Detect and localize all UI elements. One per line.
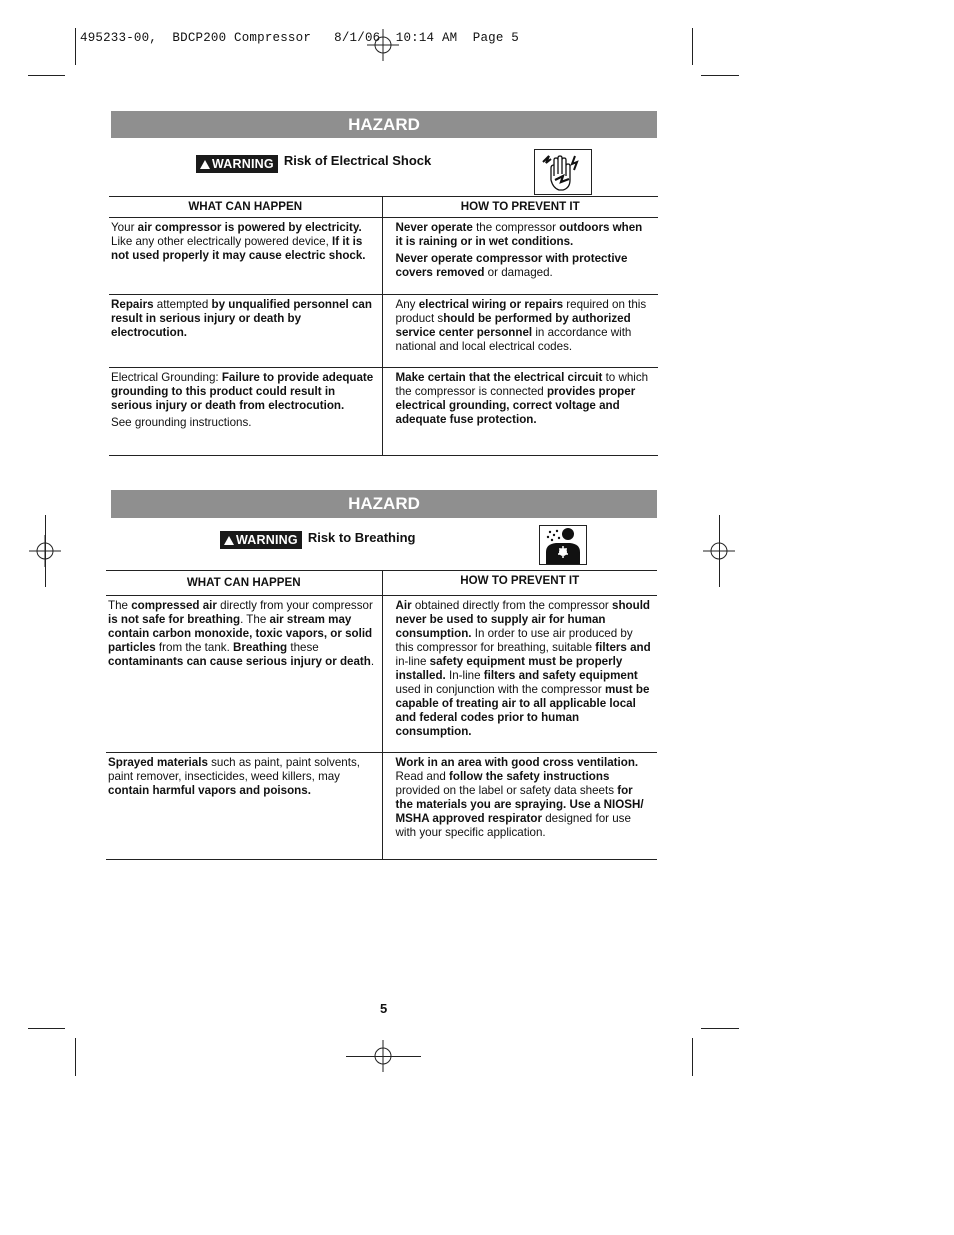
table-row bbox=[109, 295, 658, 368]
what-can-happen-cell bbox=[109, 295, 382, 368]
bold-text: If it is not used properly it may cause electric shock. bbox=[111, 235, 366, 262]
risk-title: Risk to Breathing bbox=[307, 529, 416, 545]
cell-paragraph bbox=[111, 298, 376, 340]
text: in-line bbox=[395, 655, 430, 668]
warning-triangle-icon bbox=[200, 160, 210, 169]
bold-text: should never be used to supply air for human consumption. bbox=[395, 599, 651, 640]
bold-text: Repairs bbox=[111, 298, 154, 311]
bold-text: provides proper electrical grounding, correct voltage and adequate fuse protection. bbox=[395, 385, 636, 426]
bold-text: Air bbox=[395, 599, 412, 612]
cell-paragraph bbox=[111, 416, 376, 430]
cell-paragraph bbox=[396, 298, 653, 354]
table-row bbox=[106, 753, 657, 860]
crop-mark bbox=[692, 1038, 693, 1076]
text: Like any other electrically powered device, bbox=[111, 235, 333, 248]
table-row bbox=[109, 368, 658, 456]
how-to-prevent-cell bbox=[382, 295, 658, 368]
hazard-header: HAZARD bbox=[111, 111, 657, 138]
crop-mark bbox=[45, 515, 46, 587]
warning-badge bbox=[220, 531, 302, 549]
text: designed for use with your specific application. bbox=[395, 812, 631, 839]
column-header-what-can-happen: WHAT CAN HAPPEN bbox=[109, 197, 382, 218]
crop-mark bbox=[692, 28, 693, 65]
warning-line bbox=[220, 531, 415, 549]
text: Any bbox=[395, 298, 419, 311]
text: required on this product s bbox=[395, 298, 647, 325]
bold-text: electrical wiring or repairs bbox=[418, 298, 564, 311]
bold-text: Make certain that the electrical circuit bbox=[395, 371, 603, 384]
bold-text: Failure to provide adequate grounding to this product could result in serious injury or death from electrocution. bbox=[111, 371, 374, 412]
text: . The bbox=[240, 613, 270, 626]
text: The bbox=[108, 599, 132, 612]
bold-text: Never operate bbox=[395, 221, 473, 234]
how-to-prevent-cell bbox=[382, 753, 657, 860]
text: provided on the label or safety data sheets bbox=[395, 784, 618, 797]
how-to-prevent-cell bbox=[382, 596, 657, 753]
risk-title: Risk of Electrical Shock bbox=[283, 152, 432, 168]
table-row bbox=[106, 596, 657, 753]
bold-text: by unqualified personnel can result in serious injury or death by electrocution. bbox=[111, 298, 372, 339]
crop-mark bbox=[28, 75, 65, 76]
cell-paragraph bbox=[108, 599, 376, 669]
crop-mark bbox=[346, 1056, 421, 1057]
print-slug: 495233-00, BDCP200 Compressor 8/1/06 10:14 AM Page 5 bbox=[80, 31, 519, 45]
bold-text: Never operate compressor with protective covers removed bbox=[395, 252, 628, 279]
crop-mark bbox=[75, 28, 76, 65]
bold-text: Work in an area with good cross ventilation. bbox=[395, 756, 639, 769]
text: or damaged. bbox=[484, 266, 553, 279]
bold-text: compressed air bbox=[131, 599, 217, 612]
cell-paragraph bbox=[396, 756, 652, 840]
warning-label: WARNING bbox=[236, 533, 298, 547]
bold-text: follow the safety instructions bbox=[449, 770, 610, 783]
text: to which the compressor is connected bbox=[395, 371, 649, 398]
hazard-header: HAZARD bbox=[111, 490, 657, 518]
text: See grounding instructions. bbox=[111, 416, 252, 429]
cell-paragraph bbox=[111, 221, 376, 263]
cell-paragraph bbox=[396, 252, 653, 280]
text: directly from your compressor bbox=[216, 599, 373, 612]
column-header-what-can-happen: WHAT CAN HAPPEN bbox=[106, 571, 382, 596]
bold-text: for the materials you are spraying. Use a NIOSH/ MSHA approved respirator bbox=[395, 784, 644, 825]
crop-mark bbox=[701, 1028, 739, 1029]
text: obtained directly from the compressor bbox=[411, 599, 613, 612]
warning-triangle-icon bbox=[224, 536, 234, 545]
column-header-how-to-prevent: HOW TO PREVENT IT bbox=[382, 197, 658, 218]
bold-text: air stream may contain carbon monoxide, toxic vapors, or solid particles bbox=[108, 613, 373, 654]
bold-text: is not safe for breathing bbox=[108, 613, 241, 626]
text: such as paint, paint solvents, paint remover, insecticides, weed killers, may bbox=[108, 756, 360, 783]
text: Electrical Grounding: bbox=[111, 371, 222, 384]
bold-text: safety equipment must be properly installed. bbox=[395, 655, 623, 682]
bold-text: hould be performed by authorized service center personnel bbox=[395, 312, 631, 339]
crop-mark bbox=[701, 75, 739, 76]
crop-mark bbox=[719, 515, 720, 587]
bold-text: outdoors when it is raining or in wet conditions. bbox=[395, 221, 643, 248]
crop-mark bbox=[28, 1028, 65, 1029]
bold-text: contain harmful vapors and poisons. bbox=[108, 784, 311, 797]
cell-paragraph bbox=[396, 599, 652, 739]
cell-paragraph bbox=[396, 371, 653, 427]
crop-mark bbox=[75, 1038, 76, 1076]
warning-line bbox=[196, 152, 432, 173]
registration-mark-icon bbox=[367, 29, 399, 61]
text: from the tank. bbox=[155, 641, 234, 654]
bold-text: contaminants can cause serious injury or death bbox=[108, 655, 371, 668]
cell-paragraph bbox=[111, 371, 376, 413]
text: Read and bbox=[395, 770, 450, 783]
how-to-prevent-cell bbox=[382, 368, 658, 456]
bold-text: Breathing bbox=[233, 641, 288, 654]
hazard-table bbox=[109, 196, 658, 456]
text: In-line bbox=[445, 669, 484, 682]
text: Your bbox=[111, 221, 138, 234]
text: . bbox=[370, 655, 375, 668]
warning-badge bbox=[196, 155, 278, 173]
table-row bbox=[109, 218, 658, 295]
cell-paragraph bbox=[396, 221, 653, 249]
bold-text: filters and safety equipment bbox=[483, 669, 638, 682]
bold-text: must be capable of treating air to all applicable local and federal codes prior to human consumption. bbox=[395, 683, 650, 738]
page-number: 5 bbox=[380, 1001, 388, 1016]
bold-text: Sprayed materials bbox=[108, 756, 208, 769]
bold-text: filters and bbox=[595, 641, 651, 654]
what-can-happen-cell bbox=[109, 218, 382, 295]
cell-paragraph bbox=[108, 756, 376, 798]
breathing-hazard-icon bbox=[539, 525, 587, 565]
column-header-how-to-prevent: HOW TO PREVENT IT bbox=[382, 571, 657, 596]
what-can-happen-cell bbox=[109, 368, 382, 456]
what-can-happen-cell bbox=[106, 596, 382, 753]
text: the compressor bbox=[472, 221, 560, 234]
how-to-prevent-cell bbox=[382, 218, 658, 295]
text: used in conjunction with the compressor bbox=[395, 683, 605, 696]
warning-label: WARNING bbox=[212, 157, 274, 171]
text: these bbox=[287, 641, 319, 654]
bold-text: air compressor is powered by electricity. bbox=[137, 221, 362, 234]
hazard-table bbox=[106, 570, 657, 860]
text: In order to use air produced by this compressor for breathing, suitable bbox=[395, 627, 633, 654]
electrical-shock-hand-icon bbox=[534, 149, 592, 195]
what-can-happen-cell bbox=[106, 753, 382, 860]
text: in accordance with national and local electrical codes. bbox=[395, 326, 632, 353]
text: attempted bbox=[153, 298, 212, 311]
